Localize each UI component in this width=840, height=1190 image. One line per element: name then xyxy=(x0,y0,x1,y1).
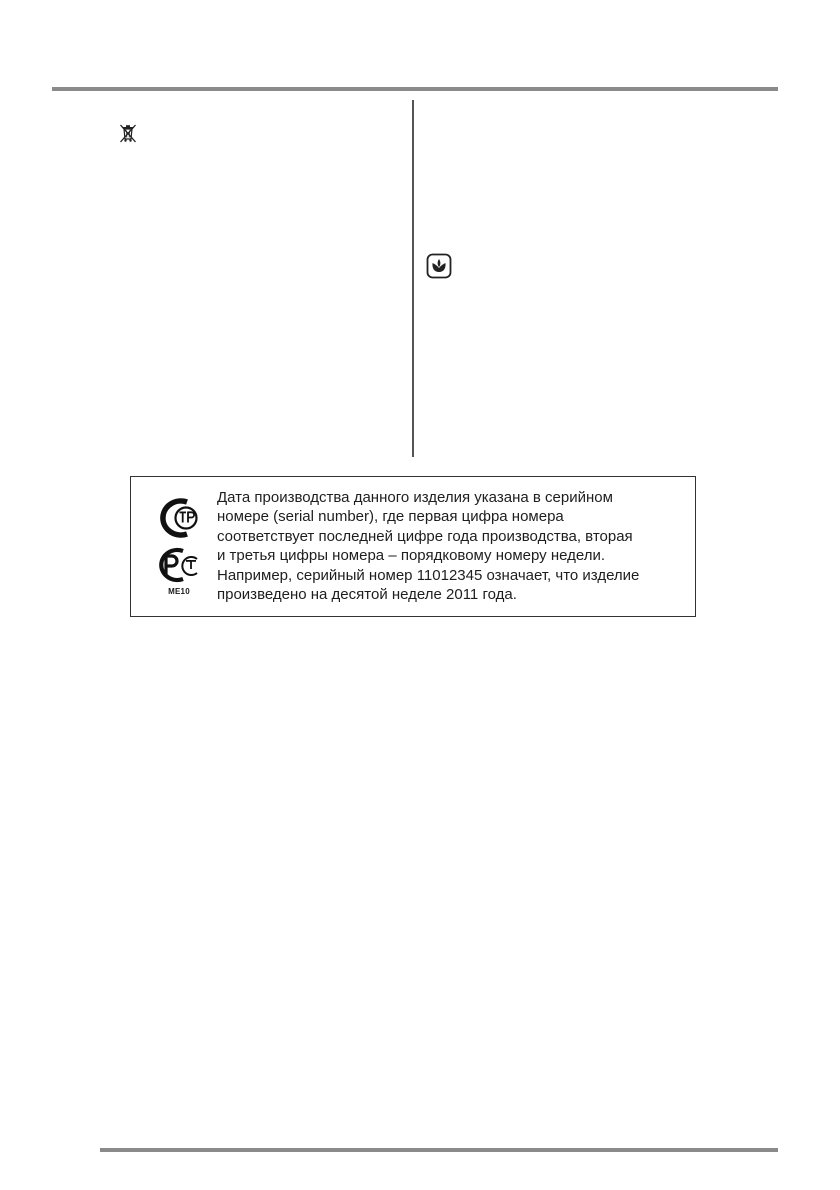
gost-certification-mark-icon xyxy=(153,497,205,539)
crossed-out-bin-icon xyxy=(117,122,139,144)
notice-line: произведено на десятой неделе 2011 года. xyxy=(217,586,517,604)
notice-line: соответствует последней цифре года производства, вторая xyxy=(217,527,633,545)
top-rule xyxy=(52,87,778,91)
rst-certification-mark-icon xyxy=(153,547,205,583)
bottom-rule xyxy=(100,1148,778,1152)
column-divider xyxy=(412,100,414,457)
certification-code: МЕ10 xyxy=(168,587,190,596)
eco-flower-icon xyxy=(426,253,452,279)
notice-line: и третья цифры номера – порядковому номеру недели. xyxy=(217,547,606,565)
notice-line: номере (serial number), где первая цифра номера xyxy=(217,508,564,526)
notice-text xyxy=(217,488,687,604)
notice-line: Например, серийный номер 11012345 означает, что изделие xyxy=(217,566,640,584)
notice-line: Дата производства данного изделия указана в серийном xyxy=(217,489,613,506)
production-date-notice xyxy=(130,476,696,617)
